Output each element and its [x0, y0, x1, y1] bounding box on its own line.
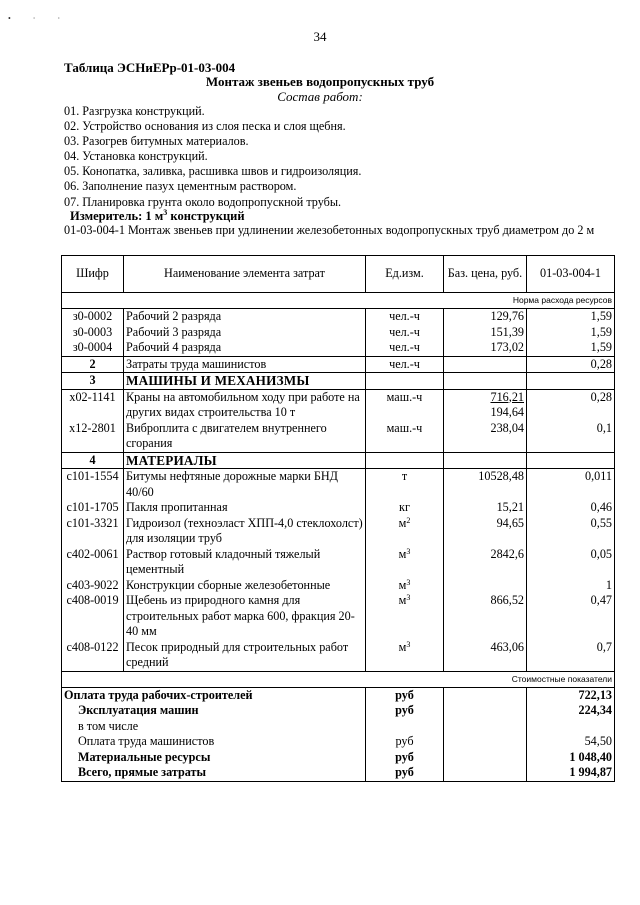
- cell-unit: чел.-ч: [366, 325, 444, 341]
- cell-name: Щебень из природного камня для строительных работ марка 600, фракция 20-40 мм: [124, 593, 366, 640]
- table-row: [62, 578, 615, 594]
- cell-code: х02-1141: [62, 389, 124, 421]
- summary-unit: руб: [366, 703, 444, 719]
- cell-norm: 0,011: [527, 469, 615, 501]
- document-title: Монтаж звеньев водопропускных труб: [205, 74, 435, 89]
- cell-unit: [366, 469, 444, 501]
- summary-row: [62, 719, 615, 735]
- cell-name: Рабочий 3 разряда: [124, 325, 366, 341]
- summary-label: Эксплуатация машин: [62, 703, 366, 719]
- cell-code: с408-0019: [62, 593, 124, 640]
- cell-unit: маш.-ч: [366, 389, 444, 421]
- summary-value: 1 048,40: [527, 750, 615, 766]
- cell-code: с101-3321: [62, 516, 124, 547]
- cell-price: [444, 356, 527, 373]
- cell-price: [444, 389, 527, 421]
- cell-code: с402-0061: [62, 547, 124, 578]
- summary-value: 224,34: [527, 703, 615, 719]
- cell-name: Краны на автомобильном ходу при работе на других видах строительства 10 т: [124, 389, 366, 421]
- cell-norm: 0,46: [527, 500, 615, 516]
- summary-row: [62, 703, 615, 719]
- measure-sup: 3: [163, 208, 168, 217]
- summary-label: Всего, прямые затраты: [62, 765, 366, 781]
- cell-unit: [366, 640, 444, 672]
- cell-norm: 1: [527, 578, 615, 594]
- table-row: [62, 309, 615, 325]
- works-item: 04. Установка конструкций.: [64, 149, 208, 164]
- price-main: 716,21: [490, 389, 524, 404]
- unit-text: кг: [399, 500, 410, 514]
- section-code: 4: [62, 452, 124, 469]
- unit-text: м: [398, 515, 407, 530]
- cell-norm: 0,47: [527, 593, 615, 640]
- table-row: [62, 389, 615, 421]
- cell-name: Конструкции сборные железобетонные: [124, 578, 366, 594]
- summary-unit: [366, 719, 444, 735]
- cell-unit: [366, 578, 444, 594]
- cell-price: 10528,48: [444, 469, 527, 501]
- summary-value: 1 994,87: [527, 765, 615, 781]
- cell-norm: 0,55: [527, 516, 615, 547]
- works-item: 03. Разогрев битумных материалов.: [64, 134, 249, 149]
- unit-text: м: [398, 593, 407, 607]
- cell-code: з0-0003: [62, 325, 124, 341]
- header-price: Баз. цена, руб.: [444, 256, 527, 293]
- section-title: МАШИНЫ И МЕХАНИЗМЫ: [124, 373, 366, 390]
- cell-code: с101-1705: [62, 500, 124, 516]
- summary-label: в том числе: [62, 719, 366, 735]
- unit-text: м: [398, 546, 407, 561]
- summary-label: Материальные ресурсы: [62, 750, 366, 766]
- summary-unit: руб: [366, 734, 444, 750]
- table-row: [62, 547, 615, 578]
- summary-row: [62, 687, 615, 703]
- cell-name: Раствор готовый кладочный тяжелый цементный: [124, 547, 366, 578]
- rate-subtitle: 01-03-004-1 Монтаж звеньев при удлинении железобетонных водопропускных труб диаметром до 2 м: [64, 223, 595, 237]
- norm-note: Норма расхода ресурсов: [62, 293, 615, 309]
- summary-value: 722,13: [527, 687, 615, 703]
- measure-suffix: конструкций: [167, 209, 245, 224]
- cell-unit: [366, 516, 444, 547]
- cell-code: с408-0122: [62, 640, 124, 672]
- works-list: [64, 104, 361, 210]
- summary-row: [62, 734, 615, 750]
- cell-price: 94,65: [444, 516, 527, 547]
- works-item: 02. Устройство основания из слоя песка и слоя щебня.: [64, 119, 346, 134]
- cell-norm: 0,28: [527, 356, 615, 373]
- header-code: Шифр: [62, 256, 124, 293]
- price-secondary: 194,64: [490, 405, 524, 419]
- summary-unit: руб: [366, 765, 444, 781]
- cell-name: Рабочий 2 разряда: [124, 309, 366, 325]
- unit-text: т: [401, 469, 408, 483]
- summary-label: Оплата труда рабочих-строителей: [62, 687, 366, 703]
- works-item: 06. Заполнение пазух цементным раствором.: [64, 179, 297, 194]
- cell-code: з0-0004: [62, 340, 124, 356]
- cell-price: 15,21: [444, 500, 527, 516]
- cell-unit: [366, 593, 444, 640]
- cell-norm: 1,59: [527, 340, 615, 356]
- cell-name: Пакля пропитанная: [124, 500, 366, 516]
- cell-code: с403-9022: [62, 578, 124, 594]
- cell-unit: чел.-ч: [366, 309, 444, 325]
- header-name: Наименование элемента затрат: [124, 256, 366, 293]
- cell-price: 173,02: [444, 340, 527, 356]
- summary-value: 54,50: [527, 734, 615, 750]
- unit-text: м: [398, 577, 407, 592]
- cell-norm: 1,59: [527, 309, 615, 325]
- summary-row: [62, 765, 615, 781]
- cell-price: 129,76: [444, 309, 527, 325]
- unit-sup: 3: [406, 639, 411, 649]
- cell-price: [444, 578, 527, 594]
- cell-unit: [366, 500, 444, 516]
- cell-code: с101-1554: [62, 469, 124, 501]
- section-title: МАТЕРИАЛЫ: [124, 452, 366, 469]
- resource-table: [61, 255, 615, 782]
- table-row: [62, 500, 615, 516]
- cell-price: 151,39: [444, 325, 527, 341]
- table-code: Таблица ЭСНиЕРр-01-03-004: [64, 60, 236, 75]
- section-machines: [62, 373, 615, 390]
- summary-label: Оплата труда машинистов: [62, 734, 366, 750]
- cell-unit: чел.-ч: [366, 356, 444, 373]
- cell-norm: 0,28: [527, 389, 615, 421]
- table-row: [62, 340, 615, 356]
- cell-unit: чел.-ч: [366, 340, 444, 356]
- unit-sup: 3: [406, 546, 411, 556]
- header-norm: 01-03-004-1: [527, 256, 615, 293]
- works-item: 07. Планировка грунта около водопропускной трубы.: [64, 194, 342, 209]
- cell-unit: маш.-ч: [366, 421, 444, 453]
- table-row: [62, 640, 615, 672]
- section-code: 3: [62, 373, 124, 390]
- table-row: [62, 421, 615, 453]
- cell-price: 2842,6: [444, 547, 527, 578]
- summary-value: [527, 719, 615, 735]
- machinists-row: [62, 356, 615, 373]
- cell-norm: 0,1: [527, 421, 615, 453]
- works-item: 05. Конопатка, заливка, расшивка швов и гидроизоляция.: [64, 164, 362, 179]
- cost-note: Стоимостные показатели: [62, 671, 615, 687]
- cell-price: 866,52: [444, 593, 527, 640]
- cell-norm: 1,59: [527, 325, 615, 341]
- cell-name: Виброплита с двигателем внутреннего сгорания: [124, 421, 366, 453]
- scan-marks: • · ·: [8, 14, 71, 23]
- cell-code: з0-0002: [62, 309, 124, 325]
- cell-price: 463,06: [444, 640, 527, 672]
- cell-name: Затраты труда машинистов: [124, 356, 366, 373]
- table-row: [62, 516, 615, 547]
- cell-norm: 0,05: [527, 547, 615, 578]
- cell-name: Рабочий 4 разряда: [124, 340, 366, 356]
- section-materials: [62, 452, 615, 469]
- header-unit: Ед.изм.: [366, 256, 444, 293]
- cell-name: Битумы нефтяные дорожные марки БНД 40/60: [124, 469, 366, 501]
- cell-code: 2: [62, 356, 124, 373]
- summary-unit: руб: [366, 750, 444, 766]
- works-heading: Состав работ:: [277, 89, 363, 104]
- works-item: 01. Разгрузка конструкций.: [64, 104, 205, 118]
- unit-text: м: [398, 639, 407, 654]
- summary-unit: руб: [366, 687, 444, 703]
- page-number: 34: [313, 29, 327, 44]
- unit-sup: 3: [406, 577, 411, 587]
- measure-prefix: Измеритель: 1 м: [70, 209, 164, 224]
- cell-price: 238,04: [444, 421, 527, 453]
- table-row: [62, 325, 615, 341]
- cell-norm: 0,7: [527, 640, 615, 672]
- cell-name: Песок природный для строительных работ средний: [124, 640, 366, 672]
- cell-name: Гидроизол (техноэласт ХПП-4,0 стеклохолст) для изоляции труб: [124, 516, 366, 547]
- cell-unit: [366, 547, 444, 578]
- table-row: [62, 593, 615, 640]
- cell-code: х12-2801: [62, 421, 124, 453]
- summary-row: [62, 750, 615, 766]
- unit-sup: 3: [406, 593, 411, 602]
- unit-sup: 2: [406, 515, 411, 525]
- table-row: [62, 469, 615, 501]
